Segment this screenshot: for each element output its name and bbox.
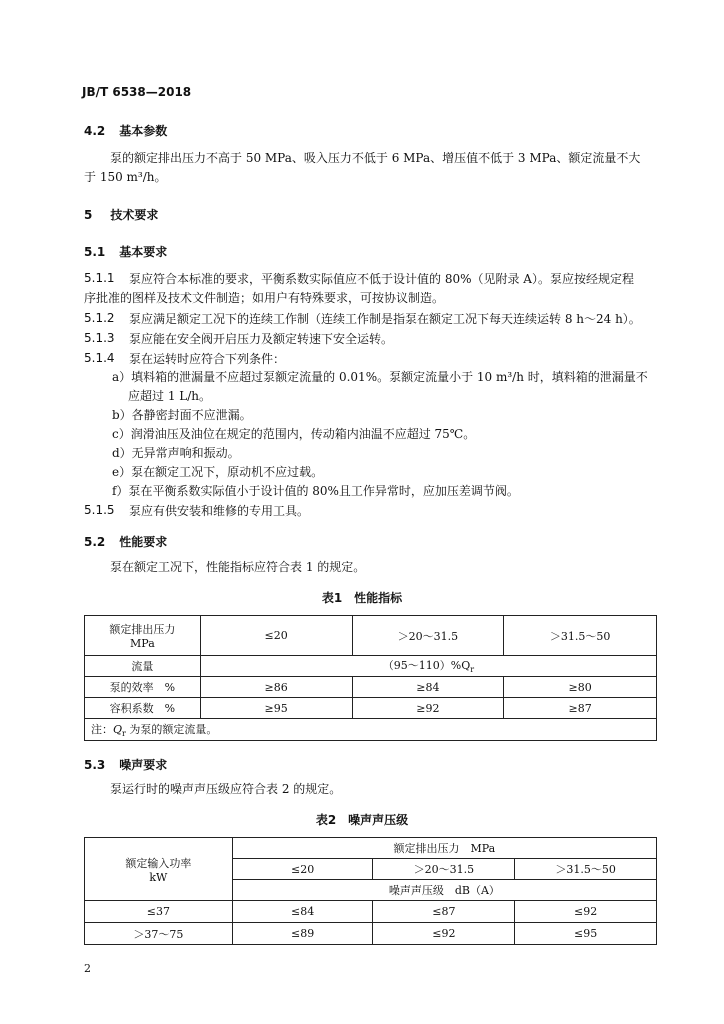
- section-title: 噪声要求: [119, 758, 168, 772]
- row-label: 容积系数 %: [85, 698, 201, 719]
- table-header-cell: ≤20: [232, 859, 373, 880]
- table1: [84, 615, 657, 741]
- note-prefix: 注：: [91, 722, 113, 736]
- header-label: 额定输入功率: [125, 856, 192, 870]
- note-symbol: Q: [113, 722, 123, 736]
- table-header-cell: 噪声声压级 dB（A）: [232, 880, 656, 901]
- table-header-cell: [85, 616, 201, 656]
- paragraph-line: 泵应有供安装和维修的专用工具。: [129, 504, 310, 518]
- section-4-2-heading: [84, 122, 167, 139]
- paragraph-line: 泵应符合本标准的要求，平衡系数实际值应不低于设计值的 80%（见附录 A）。泵应按经规定程: [129, 272, 634, 286]
- clause-number: 5.1.3: [84, 331, 115, 345]
- table-row: [85, 838, 657, 859]
- table-row: [85, 901, 657, 923]
- table-row: [85, 656, 657, 677]
- note-subscript: r: [122, 729, 126, 739]
- table-cell: ≤89: [232, 923, 373, 945]
- row-label: ＞37～75: [85, 923, 233, 945]
- table-header-cell: ＞31.5～50: [504, 616, 657, 656]
- list-item-b: b）各静密封面不应泄漏。: [112, 408, 252, 422]
- section-number: 5.3: [84, 758, 106, 772]
- list-item-e: e）泵在额定工况下，原动机不应过载。: [112, 465, 324, 479]
- list-item-a-continued: 应超过 1 L/h。: [128, 389, 212, 403]
- row-label: 流量: [85, 656, 201, 677]
- table-header-cell: 额定排出压力 MPa: [232, 838, 656, 859]
- table1-caption: 表1 性能指标: [321, 591, 403, 605]
- paragraph-line: 泵应能在安全阀开启压力及额定转速下安全运转。: [129, 332, 394, 346]
- clause-number: 5.1.5: [84, 503, 115, 517]
- section-5-3-heading: [84, 756, 167, 773]
- section-number: 4.2: [84, 124, 106, 138]
- clause-number: 5.1.1: [84, 271, 115, 285]
- section-5-1-heading: [84, 243, 167, 260]
- paragraph-line: 泵在运转时应符合下列条件：: [129, 352, 286, 366]
- table-cell: ≤87: [373, 901, 515, 923]
- list-item-a: a）填料箱的泄漏量不应超过泵额定流量的 0.01%。泵额定流量小于 10 m³/h 时，填料箱的泄漏量不: [112, 370, 648, 384]
- paragraph-line: 泵的额定排出压力不高于 50 MPa、吸入压力不低于 6 MPa、增压值不低于 3 MPa、额定流量不大: [110, 151, 641, 165]
- page-number: 2: [84, 962, 91, 975]
- section-5-heading: [84, 206, 158, 223]
- section-title: 基本要求: [119, 245, 168, 259]
- list-item-f: f）泵在平衡系数实际值小于设计值的 80%且工作异常时，应加压差调节阀。: [112, 484, 519, 498]
- note-text: 为泵的额定流量。: [125, 722, 218, 736]
- row-label: ≤37: [85, 901, 233, 923]
- table-cell: ≥80: [504, 677, 657, 698]
- table-cell: ≥92: [352, 698, 504, 719]
- table-header-cell: ＞20～31.5: [352, 616, 504, 656]
- table2-caption: 表2 噪声声压级: [315, 813, 409, 827]
- paragraph-line: 泵应满足额定工况下的连续工作制（连续工作制是指泵在额定工况下每天连续运转 8 h～24 h）。: [129, 312, 641, 326]
- row-label: 泵的效率 %: [85, 677, 201, 698]
- list-item-d: d）无异常声响和振动。: [112, 446, 240, 460]
- section-number: 5: [84, 208, 93, 222]
- table-cell: ≤95: [515, 923, 657, 945]
- table-header-cell: [85, 838, 233, 901]
- table-cell: ≥87: [504, 698, 657, 719]
- section-title: 性能要求: [119, 535, 168, 549]
- table-cell: ≤84: [232, 901, 373, 923]
- standard-number: JB/T 6538—2018: [82, 85, 192, 99]
- paragraph-line: 泵在额定工况下，性能指标应符合表 1 的规定。: [110, 560, 366, 574]
- section-number: 5.2: [84, 535, 106, 549]
- table-cell: ≥84: [352, 677, 504, 698]
- table-cell: [200, 656, 656, 677]
- table-row: [85, 698, 657, 719]
- table-header-cell: ＞20～31.5: [373, 859, 515, 880]
- section-5-2-heading: [84, 533, 167, 550]
- table-cell: ≥95: [200, 698, 352, 719]
- table-header-cell: ＞31.5～50: [515, 859, 657, 880]
- paragraph-line: 于 150 m³/h。: [84, 170, 167, 184]
- table-cell: ≤92: [515, 901, 657, 923]
- list-item-c: c）润滑油压及油位在规定的范围内，传动箱内油温不应超过 75℃。: [112, 427, 476, 441]
- clause-number: 5.1.4: [84, 351, 115, 365]
- paragraph-line: 泵运行时的噪声声压级应符合表 2 的规定。: [110, 782, 342, 796]
- section-title: 基本参数: [119, 124, 168, 138]
- header-unit: kW: [149, 870, 168, 884]
- table-row: [85, 616, 657, 656]
- table2: [84, 837, 657, 945]
- table-header-cell: ≤20: [200, 616, 352, 656]
- table-row: [85, 677, 657, 698]
- clause-number: 5.1.2: [84, 311, 115, 325]
- table-cell: ≥86: [200, 677, 352, 698]
- paragraph-line: 序批准的图样及技术文件制造；如用户有特殊要求，可按协议制造。: [84, 291, 445, 305]
- section-title: 技术要求: [110, 208, 159, 222]
- table-row: [85, 923, 657, 945]
- table-note: [85, 719, 657, 741]
- table-cell: ≤92: [373, 923, 515, 945]
- header-unit: MPa: [130, 637, 155, 650]
- table-row: [85, 719, 657, 741]
- flow-value: （95～110）%Q: [382, 659, 471, 673]
- section-number: 5.1: [84, 245, 106, 259]
- flow-subscript: r: [470, 665, 475, 675]
- header-label: 额定排出压力: [109, 623, 176, 636]
